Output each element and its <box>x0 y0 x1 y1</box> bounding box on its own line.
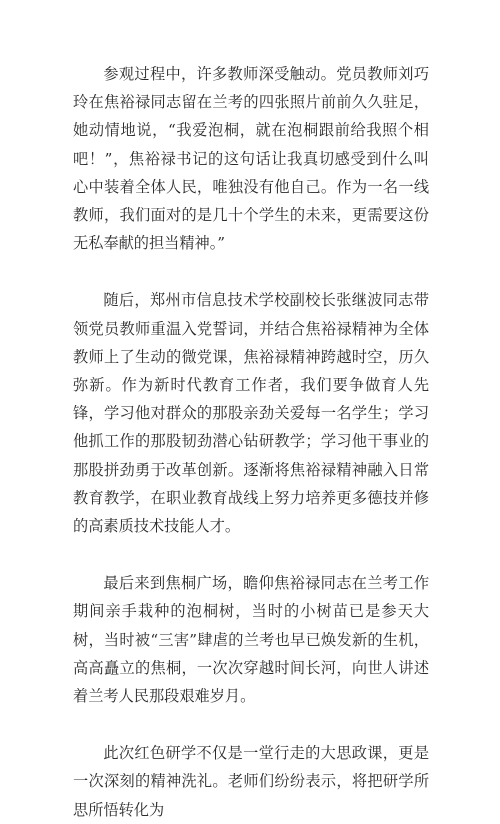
paragraph-red-study-trip: 此次红色研学不仅是一堂行走的大思政课，更是一次深刻的精神洗礼。老师们纷纷表示，将把研学所思所悟转化为 <box>73 744 429 819</box>
document-page <box>73 60 429 824</box>
paragraph-party-lesson: 随后，郑州市信息技术学校副校长张继波同志带领党员教师重温入党誓词，并结合焦裕禄精神为全体教师上了生动的微党课，焦裕禄精神跨越时空，历久弥新。作为新时代教育工作者，我们要争做育人先锋，学习他对群众的那股亲劲关爱每一名学生；学习他抓工作的那股韧劲潜心钻研教学；学习他干事业的那股拼劲勇于改革创新。逐渐将焦裕禄精神融入日常教育教学，在职业教育战线上努力培养更多德技并修的高素质技术技能人才。 <box>73 291 429 536</box>
paragraph-visit-reflection: 参观过程中，许多教师深受触动。党员教师刘巧玲在焦裕禄同志留在兰考的四张照片前前久久驻足，她动情地说，“我爱泡桐，就在泡桐跟前给我照个相吧！”，焦裕禄书记的这句话让我真切感受到什么叫心中装着全体人民，唯独没有他自己。作为一名一线教师，我们面对的是几十个学生的未来，更需要这份无私奉献的担当精神。” <box>73 65 429 253</box>
paragraph-jiaotong-square: 最后来到焦桐广场，瞻仰焦裕禄同志在兰考工作期间亲手栽种的泡桐树，当时的小树苗已是参天大树，当时被“三害”肆虐的兰考也早已焕发新的生机，高高矗立的焦桐，一次次穿越时间长河，向世人讲述着兰考人民那段艰难岁月。 <box>73 574 429 706</box>
